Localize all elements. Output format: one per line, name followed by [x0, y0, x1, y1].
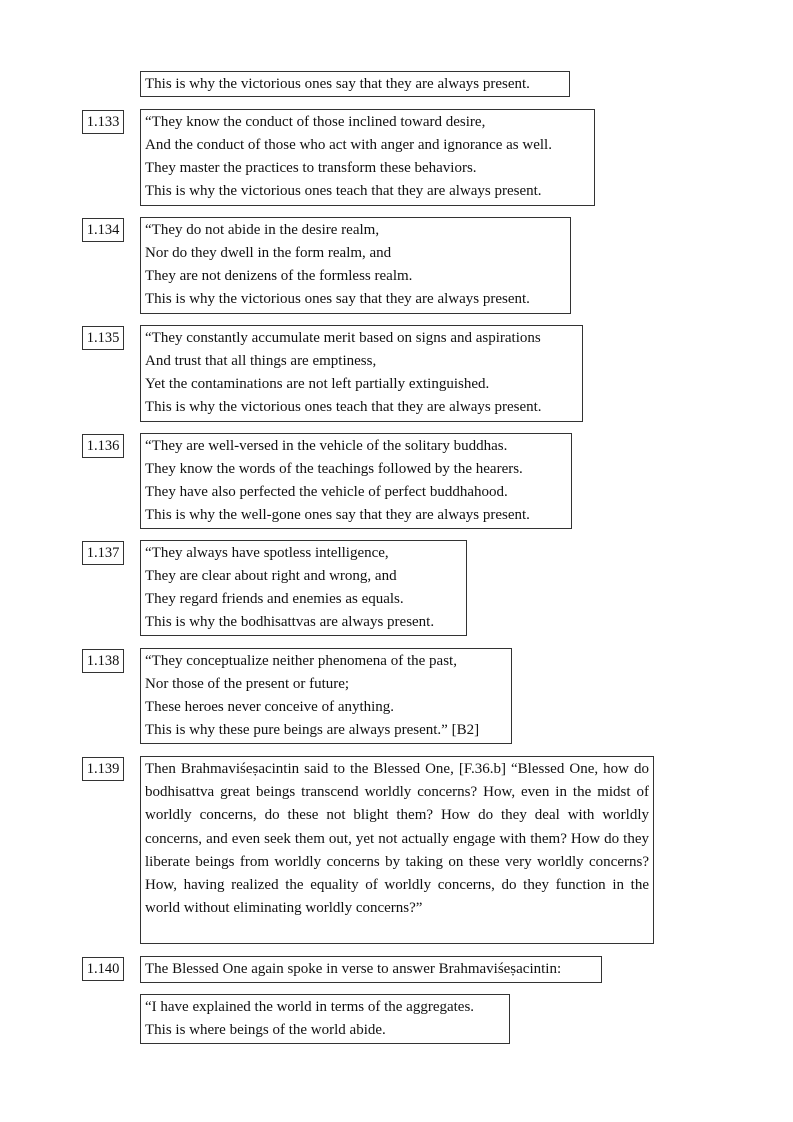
verse-line: “They know the conduct of those inclined toward desire, — [145, 114, 486, 130]
paragraph-number: 1.140 — [82, 957, 124, 981]
paragraph-number: 1.136 — [82, 434, 124, 458]
verse-line: “They always have spotless intelligence, — [145, 545, 389, 561]
paragraph-number: 1.137 — [82, 541, 124, 565]
verse-line: This is why the victorious ones say that they are always present. — [145, 76, 530, 92]
verse-line: They know the words of the teachings followed by the hearers. — [145, 461, 523, 477]
verse-box — [140, 325, 583, 422]
verse-line: Yet the contaminations are not left partially extinguished. — [145, 376, 490, 392]
verse-line: These heroes never conceive of anything. — [145, 699, 395, 715]
verse-line: This is why the bodhisattvas are always present. — [145, 614, 435, 630]
paragraph-number: 1.138 — [82, 649, 124, 673]
verse-line: They have also perfected the vehicle of perfect buddhahood. — [145, 484, 508, 500]
verse-line: They master the practices to transform these behaviors. — [145, 160, 477, 176]
verse-line: They regard friends and enemies as equals. — [145, 591, 404, 607]
verse-box — [140, 648, 512, 744]
verse-line: “They are well-versed in the vehicle of the solitary buddhas. — [145, 438, 508, 454]
paragraph-number: 1.134 — [82, 218, 124, 242]
verse-line: This is why the victorious ones teach that they are always present. — [145, 183, 542, 199]
paragraph-number: 1.133 — [82, 110, 124, 134]
paragraph-number: 1.135 — [82, 326, 124, 350]
verse-line: Nor do they dwell in the form realm, and — [145, 245, 392, 261]
verse-box — [140, 433, 572, 529]
intro-paragraph — [140, 956, 602, 983]
verse-line: “I have explained the world in terms of the aggregates. — [145, 999, 475, 1015]
verse-box — [140, 994, 510, 1044]
verse-line: This is where beings of the world abide. — [145, 1022, 386, 1038]
verse-line: This is why the victorious ones say that they are always present. — [145, 291, 530, 307]
verse-box — [140, 109, 595, 206]
verse-line: “They constantly accumulate merit based on signs and aspirations — [145, 330, 541, 346]
verse-box — [140, 540, 467, 636]
verse-line: This is why these pure beings are always present.” [B2] — [145, 722, 480, 738]
paragraph-number: 1.139 — [82, 757, 124, 781]
verse-line: And the conduct of those who act with anger and ignorance as well. — [145, 137, 552, 153]
verse-line: “They do not abide in the desire realm, — [145, 222, 380, 238]
verse-line: “They conceptualize neither phenomena of the past, — [145, 653, 457, 669]
prose-text: Then Brahmaviśeṣacintin said to the Blessed One, [F.36.b] “Blessed One, how do bodhisattva great beings transcend worldly concerns? How, even in the midst of worldly concerns, do these not blight them? How do they deal with worldly concerns, and even seek them out, yet not actually engage with them? How do they liberate beings from worldly concerns by taking on these very worldly concerns? How, having realized the equality of worldly concerns, do they function in the world without eliminating worldly concerns?” — [145, 761, 649, 917]
verse-line: They are not denizens of the formless realm. — [145, 268, 413, 284]
verse-line: This is why the victorious ones teach that they are always present. — [145, 399, 542, 415]
intro-text: The Blessed One again spoke in verse to answer Brahmaviśeṣacintin: — [145, 961, 562, 977]
prose-paragraph — [140, 756, 654, 944]
verse-line: This is why the well-gone ones say that they are always present. — [145, 507, 530, 523]
verse-line: They are clear about right and wrong, and — [145, 568, 397, 584]
verse-box — [140, 217, 571, 314]
verse-line: Nor those of the present or future; — [145, 676, 350, 692]
verse-continuation-box — [140, 71, 570, 97]
verse-line: And trust that all things are emptiness, — [145, 353, 377, 369]
